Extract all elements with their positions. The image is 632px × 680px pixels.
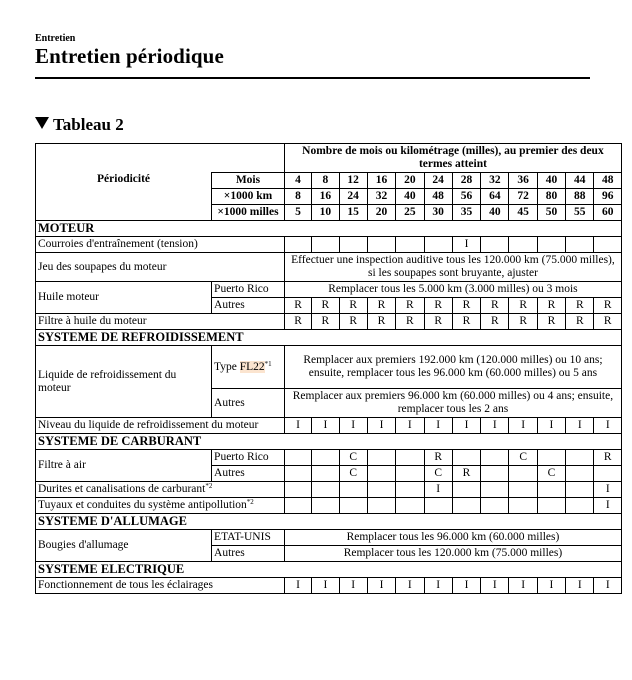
mark-cell: R [481, 298, 509, 314]
mark-cell: I [284, 578, 311, 594]
type-fl22-highlight: FL22 [239, 360, 265, 373]
miles-label: ×1000 milles [212, 205, 285, 221]
mark-cell: R [424, 298, 452, 314]
km-cell: 32 [367, 189, 395, 205]
miles-cell: 35 [452, 205, 480, 221]
bougies-us-text: Remplacer tous les 96.000 km (60.000 milles) [284, 530, 621, 546]
months-label: Mois [212, 173, 285, 189]
km-label: ×1000 km [212, 189, 285, 205]
mark-cell: C [339, 450, 367, 466]
miles-cell: 55 [566, 205, 594, 221]
mark-cell: I [594, 498, 622, 514]
mark-cell: R [312, 298, 339, 314]
table-row [36, 237, 622, 253]
mark-cell: I [452, 578, 480, 594]
table-title [35, 115, 124, 135]
mark-cell: R [284, 298, 311, 314]
month-cell: 4 [284, 173, 311, 189]
mark-cell: I [509, 578, 537, 594]
table-row [36, 314, 622, 330]
section-refroidissement: SYSTEME DE REFROIDISSEMENT [36, 330, 622, 346]
miles-cell: 5 [284, 205, 311, 221]
mark-cell: I [396, 418, 424, 434]
table-row [36, 450, 622, 466]
mark-cell: I [594, 418, 622, 434]
miles-cell: 40 [481, 205, 509, 221]
liquide-fl22-text: Remplacer aux premiers 192.000 km (120.000 milles) ou 10 ans; ensuite, remplacer tous les 96.000 km (60.000 milles) ou 5 ans [284, 346, 621, 389]
month-cell: 24 [424, 173, 452, 189]
month-cell: 8 [312, 173, 339, 189]
km-cell: 88 [566, 189, 594, 205]
row-label-courroies: Courroies d'entraînement (tension) [36, 237, 285, 253]
month-cell: 32 [481, 173, 509, 189]
km-cell: 40 [396, 189, 424, 205]
month-cell: 48 [594, 173, 622, 189]
row-label-liquide: Liquide de refroidissement du moteur [36, 346, 212, 418]
section-row [36, 221, 622, 237]
table-row [36, 578, 622, 594]
mark-cell: R [452, 298, 480, 314]
section-kicker: Entretien [35, 33, 76, 44]
mark-cell: I [424, 482, 452, 498]
km-cell: 96 [594, 189, 622, 205]
mark-cell: I [481, 418, 509, 434]
sub-label-autres: Autres [212, 546, 285, 562]
km-cell: 16 [312, 189, 339, 205]
mark-cell: I [424, 578, 452, 594]
km-cell: 56 [452, 189, 480, 205]
km-cell: 24 [339, 189, 367, 205]
mark-cell: R [284, 314, 311, 330]
mark-cell: R [481, 314, 509, 330]
miles-cell: 10 [312, 205, 339, 221]
jeu-text: Effectuer une inspection auditive tous les 120.000 km (75.000 milles), si les soupapes sont bruyante, ajuster [284, 253, 621, 282]
mark-cell: C [339, 466, 367, 482]
durites-text: Durites et canalisations de carburant [38, 483, 206, 495]
section-row [36, 434, 622, 450]
mark-cell: R [509, 298, 537, 314]
maintenance-table [35, 143, 622, 594]
table-row [36, 482, 622, 498]
mark-cell: R [452, 466, 480, 482]
km-cell: 80 [537, 189, 565, 205]
mark-cell: I [566, 578, 594, 594]
mark-cell: C [509, 450, 537, 466]
mark-cell: R [396, 314, 424, 330]
mark-cell: I [566, 418, 594, 434]
row-label-filtre-air: Filtre à air [36, 450, 212, 482]
mark-cell: C [424, 466, 452, 482]
table-row [36, 530, 622, 546]
mark-cell: I [537, 418, 565, 434]
miles-cell: 45 [509, 205, 537, 221]
mark-cell: R [339, 314, 367, 330]
mark-cell: I [509, 418, 537, 434]
mark-cell: R [537, 298, 565, 314]
footnote-marker: *2 [205, 482, 213, 490]
mark-cell: I [424, 418, 452, 434]
mark-cell: R [367, 314, 395, 330]
miles-cell: 60 [594, 205, 622, 221]
row-label-tuyaux [36, 498, 285, 514]
section-moteur: MOTEUR [36, 221, 622, 237]
sub-label-etats-unis: ETAT-UNIS [212, 530, 285, 546]
mark-cell: R [594, 450, 622, 466]
mark-cell: I [284, 418, 311, 434]
month-cell: 40 [537, 173, 565, 189]
mark-cell: R [509, 314, 537, 330]
row-label-niveau: Niveau du liquide de refroidissement du moteur [36, 418, 285, 434]
miles-cell: 30 [424, 205, 452, 221]
tuyaux-text: Tuyaux et conduites du système antipollution [38, 499, 247, 511]
mark-cell: I [396, 578, 424, 594]
mark-cell: I [339, 578, 367, 594]
month-cell: 44 [566, 173, 594, 189]
bougies-autres-text: Remplacer tous les 120.000 km (75.000 milles) [284, 546, 621, 562]
section-row [36, 562, 622, 578]
sub-label-autres: Autres [212, 298, 285, 314]
footnote-marker: *1 [264, 359, 272, 368]
section-allumage: SYSTEME D'ALLUMAGE [36, 514, 622, 530]
km-cell: 64 [481, 189, 509, 205]
type-prefix: Type [214, 360, 240, 373]
km-cell: 48 [424, 189, 452, 205]
mark-cell: I [452, 237, 480, 253]
month-cell: 12 [339, 173, 367, 189]
mark-cell: I [537, 578, 565, 594]
miles-cell: 15 [339, 205, 367, 221]
month-cell: 20 [396, 173, 424, 189]
mark-cell: R [566, 314, 594, 330]
km-cell: 72 [509, 189, 537, 205]
mark-cell: C [537, 466, 565, 482]
month-cell: 36 [509, 173, 537, 189]
mark-cell: R [339, 298, 367, 314]
mark-cell: R [424, 450, 452, 466]
mark-cell: I [312, 578, 339, 594]
mark-cell: R [396, 298, 424, 314]
mark-cell: R [452, 314, 480, 330]
miles-cell: 50 [537, 205, 565, 221]
row-label-eclairages: Fonctionnement de tous les éclairages [36, 578, 285, 594]
mark-cell: R [367, 298, 395, 314]
mark-cell: I [367, 578, 395, 594]
mark-cell: I [339, 418, 367, 434]
mark-cell: R [537, 314, 565, 330]
mark-cell: I [312, 418, 339, 434]
mark-cell: I [367, 418, 395, 434]
huile-pr-text: Remplacer tous les 5.000 km (3.000 milles) ou 3 mois [284, 282, 621, 298]
page-title: Entretien périodique [35, 44, 224, 68]
row-label-huile: Huile moteur [36, 282, 212, 314]
table-row [36, 346, 622, 389]
mark-cell: I [594, 578, 622, 594]
table-row [36, 498, 622, 514]
table-row [36, 282, 622, 298]
footnote-marker: *2 [246, 498, 254, 506]
table-row [36, 253, 622, 282]
liquide-autres-text: Remplacer aux premiers 96.000 km (60.000 milles) ou 4 ans; ensuite, remplacer tous les 2 ans [284, 389, 621, 418]
row-label-durites [36, 482, 285, 498]
sub-label-autres: Autres [212, 389, 285, 418]
mark-cell: R [594, 298, 622, 314]
header-main: Nombre de mois ou kilométrage (milles), au premier des deux termes atteint [284, 144, 621, 173]
km-cell: 8 [284, 189, 311, 205]
header-row-main [36, 144, 622, 173]
sub-label-puerto-rico: Puerto Rico [212, 450, 285, 466]
section-electrique: SYSTEME ELECTRIQUE [36, 562, 622, 578]
mark-cell: I [481, 578, 509, 594]
row-label-bougies: Bougies d'allumage [36, 530, 212, 562]
mark-cell: I [452, 418, 480, 434]
section-row [36, 514, 622, 530]
mark-cell: R [424, 314, 452, 330]
section-row [36, 330, 622, 346]
miles-cell: 20 [367, 205, 395, 221]
miles-cell: 25 [396, 205, 424, 221]
mark-cell: R [566, 298, 594, 314]
month-cell: 28 [452, 173, 480, 189]
mark-cell: I [594, 482, 622, 498]
mark-cell: R [312, 314, 339, 330]
title-rule [35, 77, 590, 79]
section-carburant: SYSTEME DE CARBURANT [36, 434, 622, 450]
row-label-jeu: Jeu des soupapes du moteur [36, 253, 285, 282]
sub-label-autres: Autres [212, 466, 285, 482]
table-row [36, 418, 622, 434]
triangle-down-icon [35, 117, 49, 129]
sub-label-puerto-rico: Puerto Rico [212, 282, 285, 298]
mark-cell: R [594, 314, 622, 330]
month-cell: 16 [367, 173, 395, 189]
table-title-text: Tableau 2 [53, 115, 124, 134]
row-label-filtre-huile: Filtre à huile du moteur [36, 314, 285, 330]
header-row-months [36, 173, 622, 189]
sub-label-type-fl22 [212, 346, 285, 389]
periodicite-header: Périodicité [36, 173, 212, 221]
